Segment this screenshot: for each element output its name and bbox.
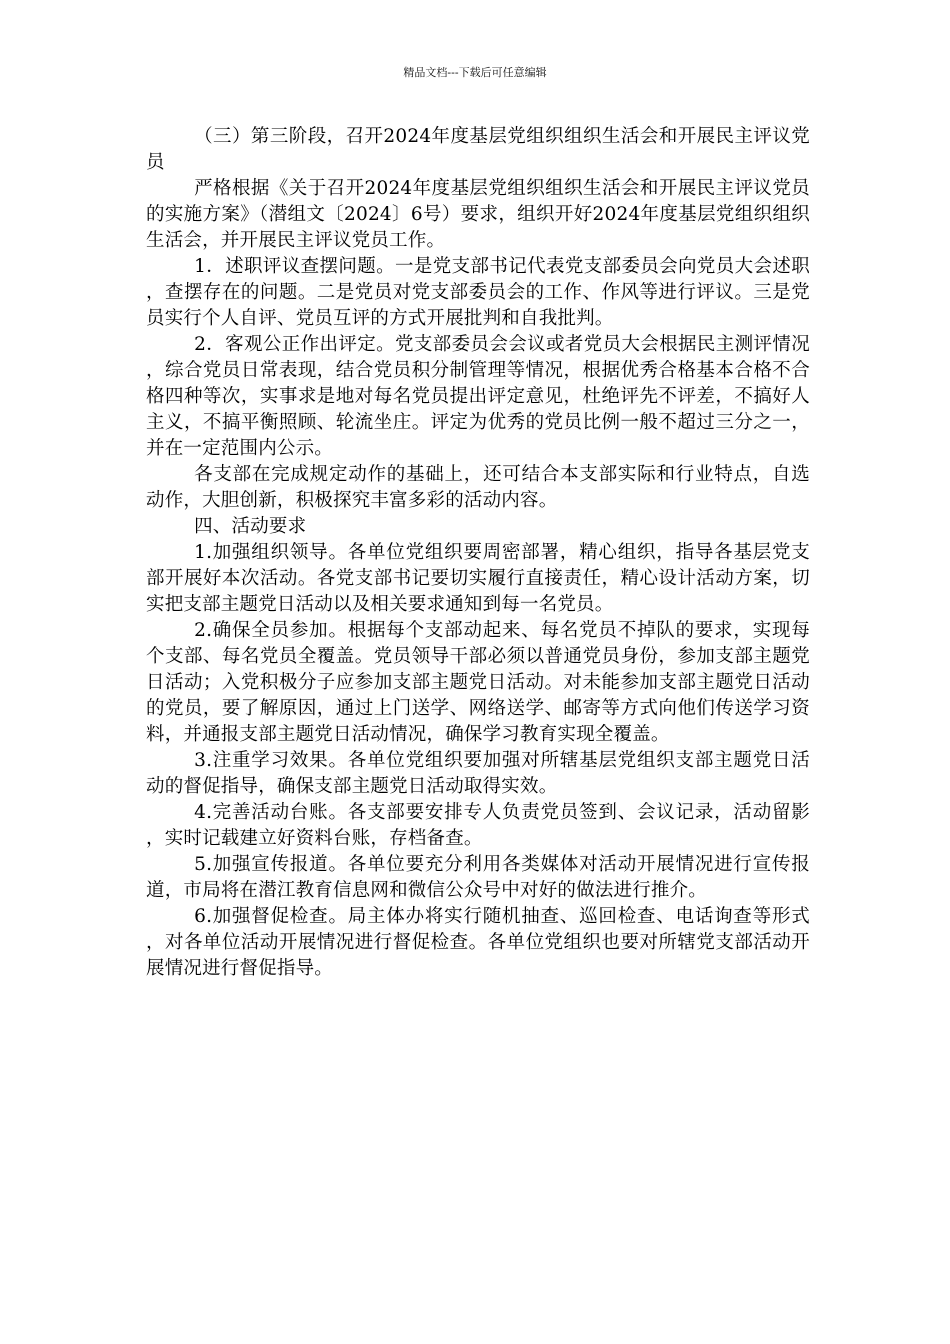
paragraph-implementation-basis: 严格根据《关于召开2024年度基层党组织组织生活会和开展民主评议党员的实施方案》（潜组文〔2024〕6号）要求，组织开好2024年度基层党组织组织生活会，并开展民主评议党员工作。 [146, 178, 810, 251]
paragraph-requirement-1: 1.加强组织领导。各单位党组织要周密部署，精心组织，指导各基层党支部开展好本次活动。各党支部书记要切实履行直接责任，精心设计活动方案，切实把支部主题党日活动以及相关要求通知到每一名党员。 [146, 542, 810, 615]
paragraph-item-2-evaluation: 2．客观公正作出评定。党支部委员会会议或者党员大会根据民主测评情况，综合党员日常表现，结合党员积分制管理等情况，根据优秀合格基本合格不合格四种等次，实事求是地对每名党员提出评定意见，杜绝评先不评差，不搞好人主义，不搞平衡照顾、轮流坐庄。评定为优秀的党员比例一般不超过三分之一，并在一定范围内公示。 [146, 334, 810, 459]
document-body [146, 124, 810, 982]
paragraph-requirement-4: 4.完善活动台账。各支部要安排专人负责党员签到、会议记录，活动留影，实时记载建立好资料台账，存档备查。 [146, 802, 810, 849]
paragraph-requirement-3: 3.注重学习效果。各单位党组织要加强对所辖基层党组织支部主题党日活动的督促指导，确保支部主题党日活动取得实效。 [146, 750, 810, 797]
paragraph-requirement-6: 6.加强督促检查。局主体办将实行随机抽查、巡回检查、电话询查等形式，对各单位活动开展情况进行督促检查。各单位党组织也要对所辖党支部活动开展情况进行督促指导。 [146, 906, 810, 979]
section-heading-stage-three: （三）第三阶段，召开2024年度基层党组织组织生活会和开展民主评议党员 [146, 126, 810, 173]
section-heading-requirements: 四、活动要求 [194, 516, 307, 537]
paragraph-innovation: 各支部在完成规定动作的基础上，还可结合本支部实际和行业特点，自选动作，大胆创新，积极探究丰富多彩的活动内容。 [146, 464, 810, 511]
paragraph-requirement-2: 2.确保全员参加。根据每个支部动起来、每名党员不掉队的要求，实现每个支部、每名党员全覆盖。党员领导干部必须以普通党员身份，参加支部主题党日活动；入党积极分子应参加支部主题党日活动。对未能参加支部主题党日活动的党员，要了解原因，通过上门送学、网络送学、邮寄等方式向他们传送学习资料，并通报支部主题党日活动情况，确保学习教育实现全覆盖。 [146, 620, 810, 745]
paragraph-requirement-5: 5.加强宣传报道。各单位要充分利用各类媒体对活动开展情况进行宣传报道，市局将在潜江教育信息网和微信公众号中对好的做法进行推介。 [146, 854, 810, 901]
page-header: 精品文档---下载后可任意编辑 [403, 66, 547, 79]
paragraph-item-1-review: 1．述职评议查摆问题。一是党支部书记代表党支部委员会向党员大会述职，查摆存在的问题。二是党员对党支部委员会的工作、作风等进行评议。三是党员实行个人自评、党员互评的方式开展批判和自我批判。 [146, 256, 810, 329]
